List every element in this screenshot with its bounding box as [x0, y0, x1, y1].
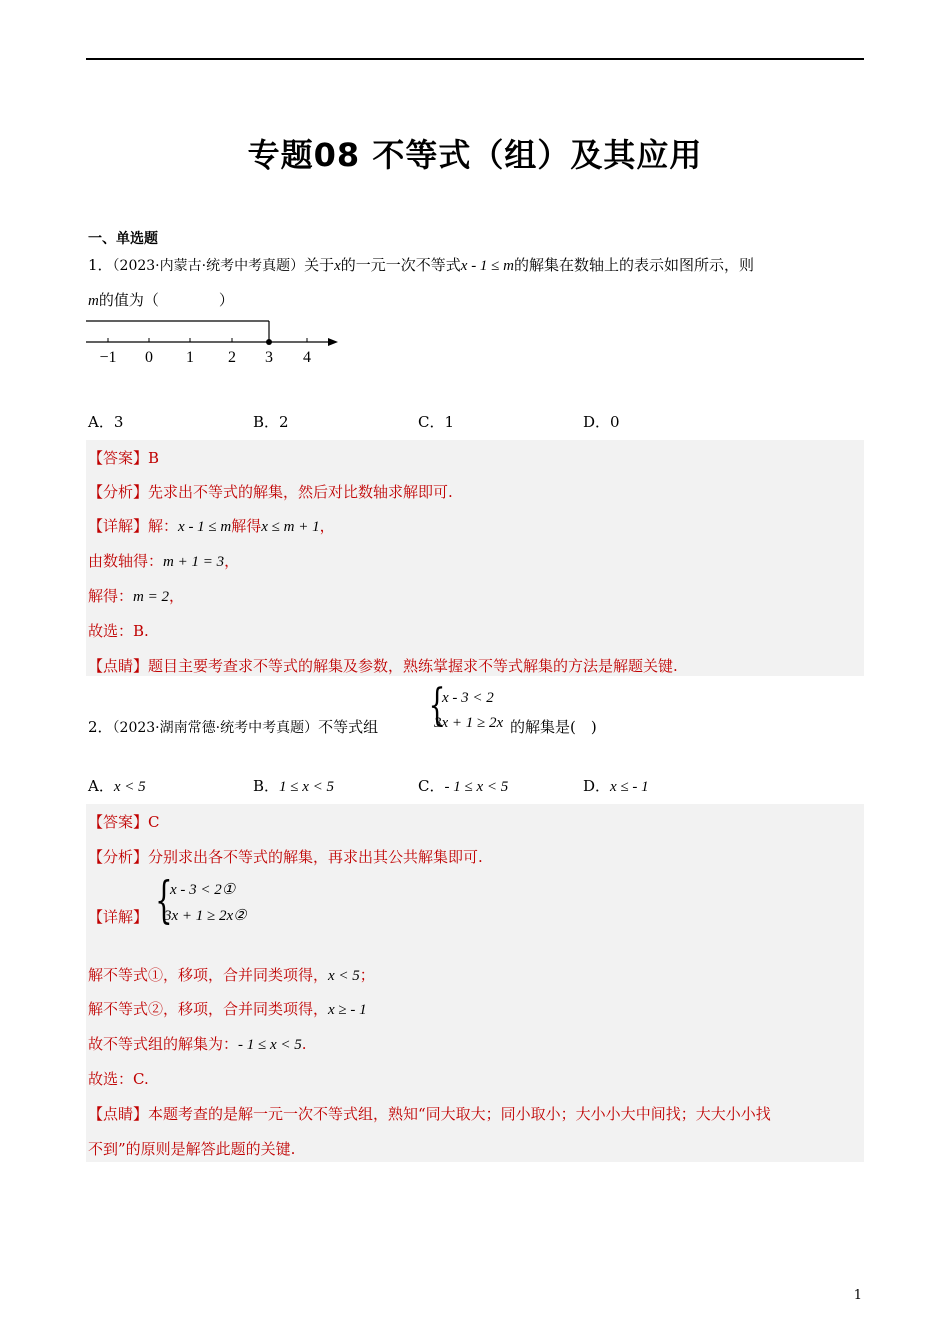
q1-source: （2023·内蒙古·统考中考真题）	[112, 258, 305, 274]
step-eq: x ≥ - 1	[328, 1002, 367, 1018]
tick-label: 0	[145, 349, 153, 366]
step-text: 解不等式②，移项，合并同类项得，	[88, 1000, 329, 1018]
q2-system-brace: {	[428, 680, 446, 731]
step-text: 解不等式①，移项，合并同类项得，	[88, 966, 329, 984]
step-text: .	[301, 1035, 307, 1053]
step-text: 由数轴得：	[88, 552, 164, 570]
q1-text-b: 的一元一次不等式	[340, 256, 461, 274]
q1-option-c: C．1	[418, 413, 455, 431]
q2-detail-sys1: x - 3 < 2①	[170, 882, 236, 898]
q1-var-m: m	[88, 293, 99, 309]
point-tag: 【点睛】	[88, 657, 149, 675]
q1-analysis-line	[88, 481, 453, 502]
page-title: 专题08 不等式（组）及其应用	[247, 136, 703, 174]
detail-text: ，	[319, 517, 335, 535]
q2-step-1	[88, 964, 375, 985]
tick-label: 4	[303, 349, 311, 366]
detail-tag: 【详解】	[88, 517, 149, 535]
q2-answer-line	[88, 811, 160, 832]
q1-number: 1．	[88, 256, 113, 274]
answer-tag: 【答案】	[88, 813, 149, 831]
analysis-tag: 【分析】	[88, 483, 149, 501]
step-text: ，	[168, 587, 184, 605]
q1-choice: 故选：B.	[88, 622, 149, 640]
point-tag: 【点睛】	[88, 1105, 149, 1123]
q1-detail-line	[88, 515, 335, 536]
q1-point-line	[88, 655, 678, 676]
answer-value: C	[148, 813, 160, 831]
q1-text-a: 关于	[304, 256, 335, 274]
step-eq: x < 5	[328, 968, 360, 984]
axis-arrow	[328, 338, 338, 346]
tick-label: 3	[265, 349, 273, 366]
q1-option-a: A．3	[88, 413, 124, 431]
q2-stem	[88, 716, 378, 737]
q2-detail-tag: 【详解】	[88, 908, 149, 926]
detail-ineq: x - 1 ≤ m	[178, 519, 232, 535]
q1-text-c: 的解集在数轴上的表示如图所示，则	[514, 256, 755, 274]
solid-point	[266, 339, 272, 345]
answer-value: B	[148, 449, 160, 467]
tick-label: −1	[99, 349, 117, 366]
step-eq: m + 1 = 3	[163, 554, 225, 570]
q2-step-3	[88, 1033, 307, 1054]
analysis-text: 分别求出各不等式的解集，再求出其公共解集即可.	[148, 848, 483, 866]
q2-analysis-line	[88, 846, 483, 867]
page-number: 1	[853, 1288, 862, 1303]
q2-text-a: 不等式组	[318, 718, 379, 736]
step-text: ；	[359, 966, 375, 984]
detail-ineq: x ≤ m + 1	[261, 519, 320, 535]
answer-tag: 【答案】	[88, 449, 149, 467]
q1-inequality: x - 1 ≤ m	[460, 258, 514, 274]
q1-option-b: B．2	[253, 413, 289, 431]
step-text: 解得：	[88, 587, 134, 605]
top-rule	[86, 58, 864, 60]
q2-system-line1: x - 3 < 2	[442, 690, 494, 706]
point-text: 题目主要考查求不等式的解集及参数，熟练掌握求不等式解集的方法是解题关键.	[148, 657, 678, 675]
q2-detail-sys2: 3x + 1 ≥ 2x②	[164, 908, 247, 924]
q2-system-line2: 3x + 1 ≥ 2x	[434, 715, 504, 731]
q1-step-3	[88, 585, 184, 606]
q2-option-a: A．x < 5	[88, 777, 146, 795]
q2-point-line-2: 不到”的原则是解答此题的关键.	[88, 1140, 296, 1158]
q2-option-c: C．- 1 ≤ x < 5	[418, 777, 509, 795]
q1-stem-line2	[88, 289, 234, 310]
q2-choice: 故选：C.	[88, 1070, 149, 1088]
q2-detail-brace: {	[155, 871, 173, 929]
q1-step-2	[88, 550, 239, 571]
q1-option-d: D．0	[583, 413, 620, 431]
step-eq: - 1 ≤ x < 5	[238, 1037, 302, 1053]
step-text: ，	[224, 552, 240, 570]
analysis-text: 先求出不等式的解集，然后对比数轴求解即可.	[148, 483, 453, 501]
q1-number-line	[86, 315, 346, 370]
q2-text-b: 的解集是( )	[510, 718, 597, 736]
q2-option-d: D．x ≤ - 1	[583, 777, 649, 795]
q2-step-2	[88, 998, 367, 1019]
q2-number: 2．	[88, 718, 113, 736]
q1-stem	[88, 254, 754, 275]
point-text: 本题考查的是解一元一次不等式组，熟知“同大取大；同小取小；大小小大中间找；大大小小找	[148, 1105, 771, 1123]
tick-label: 2	[228, 349, 236, 366]
tick-label: 1	[186, 349, 194, 366]
q2-option-b: B．1 ≤ x < 5	[253, 777, 335, 795]
step-eq: m = 2	[133, 589, 169, 605]
q1-answer-line	[88, 447, 159, 468]
detail-text: 解得	[231, 517, 262, 535]
analysis-tag: 【分析】	[88, 848, 149, 866]
detail-text: 解：	[148, 517, 179, 535]
q1-text-d: 的值为（ ）	[98, 291, 234, 309]
q1-var-x: x	[334, 258, 341, 274]
section-heading: 一、单选题	[88, 231, 158, 247]
q2-point-line	[88, 1103, 771, 1124]
step-text: 故不等式组的解集为：	[88, 1035, 239, 1053]
q2-source: （2023·湖南常德·统考中考真题）	[112, 720, 319, 736]
